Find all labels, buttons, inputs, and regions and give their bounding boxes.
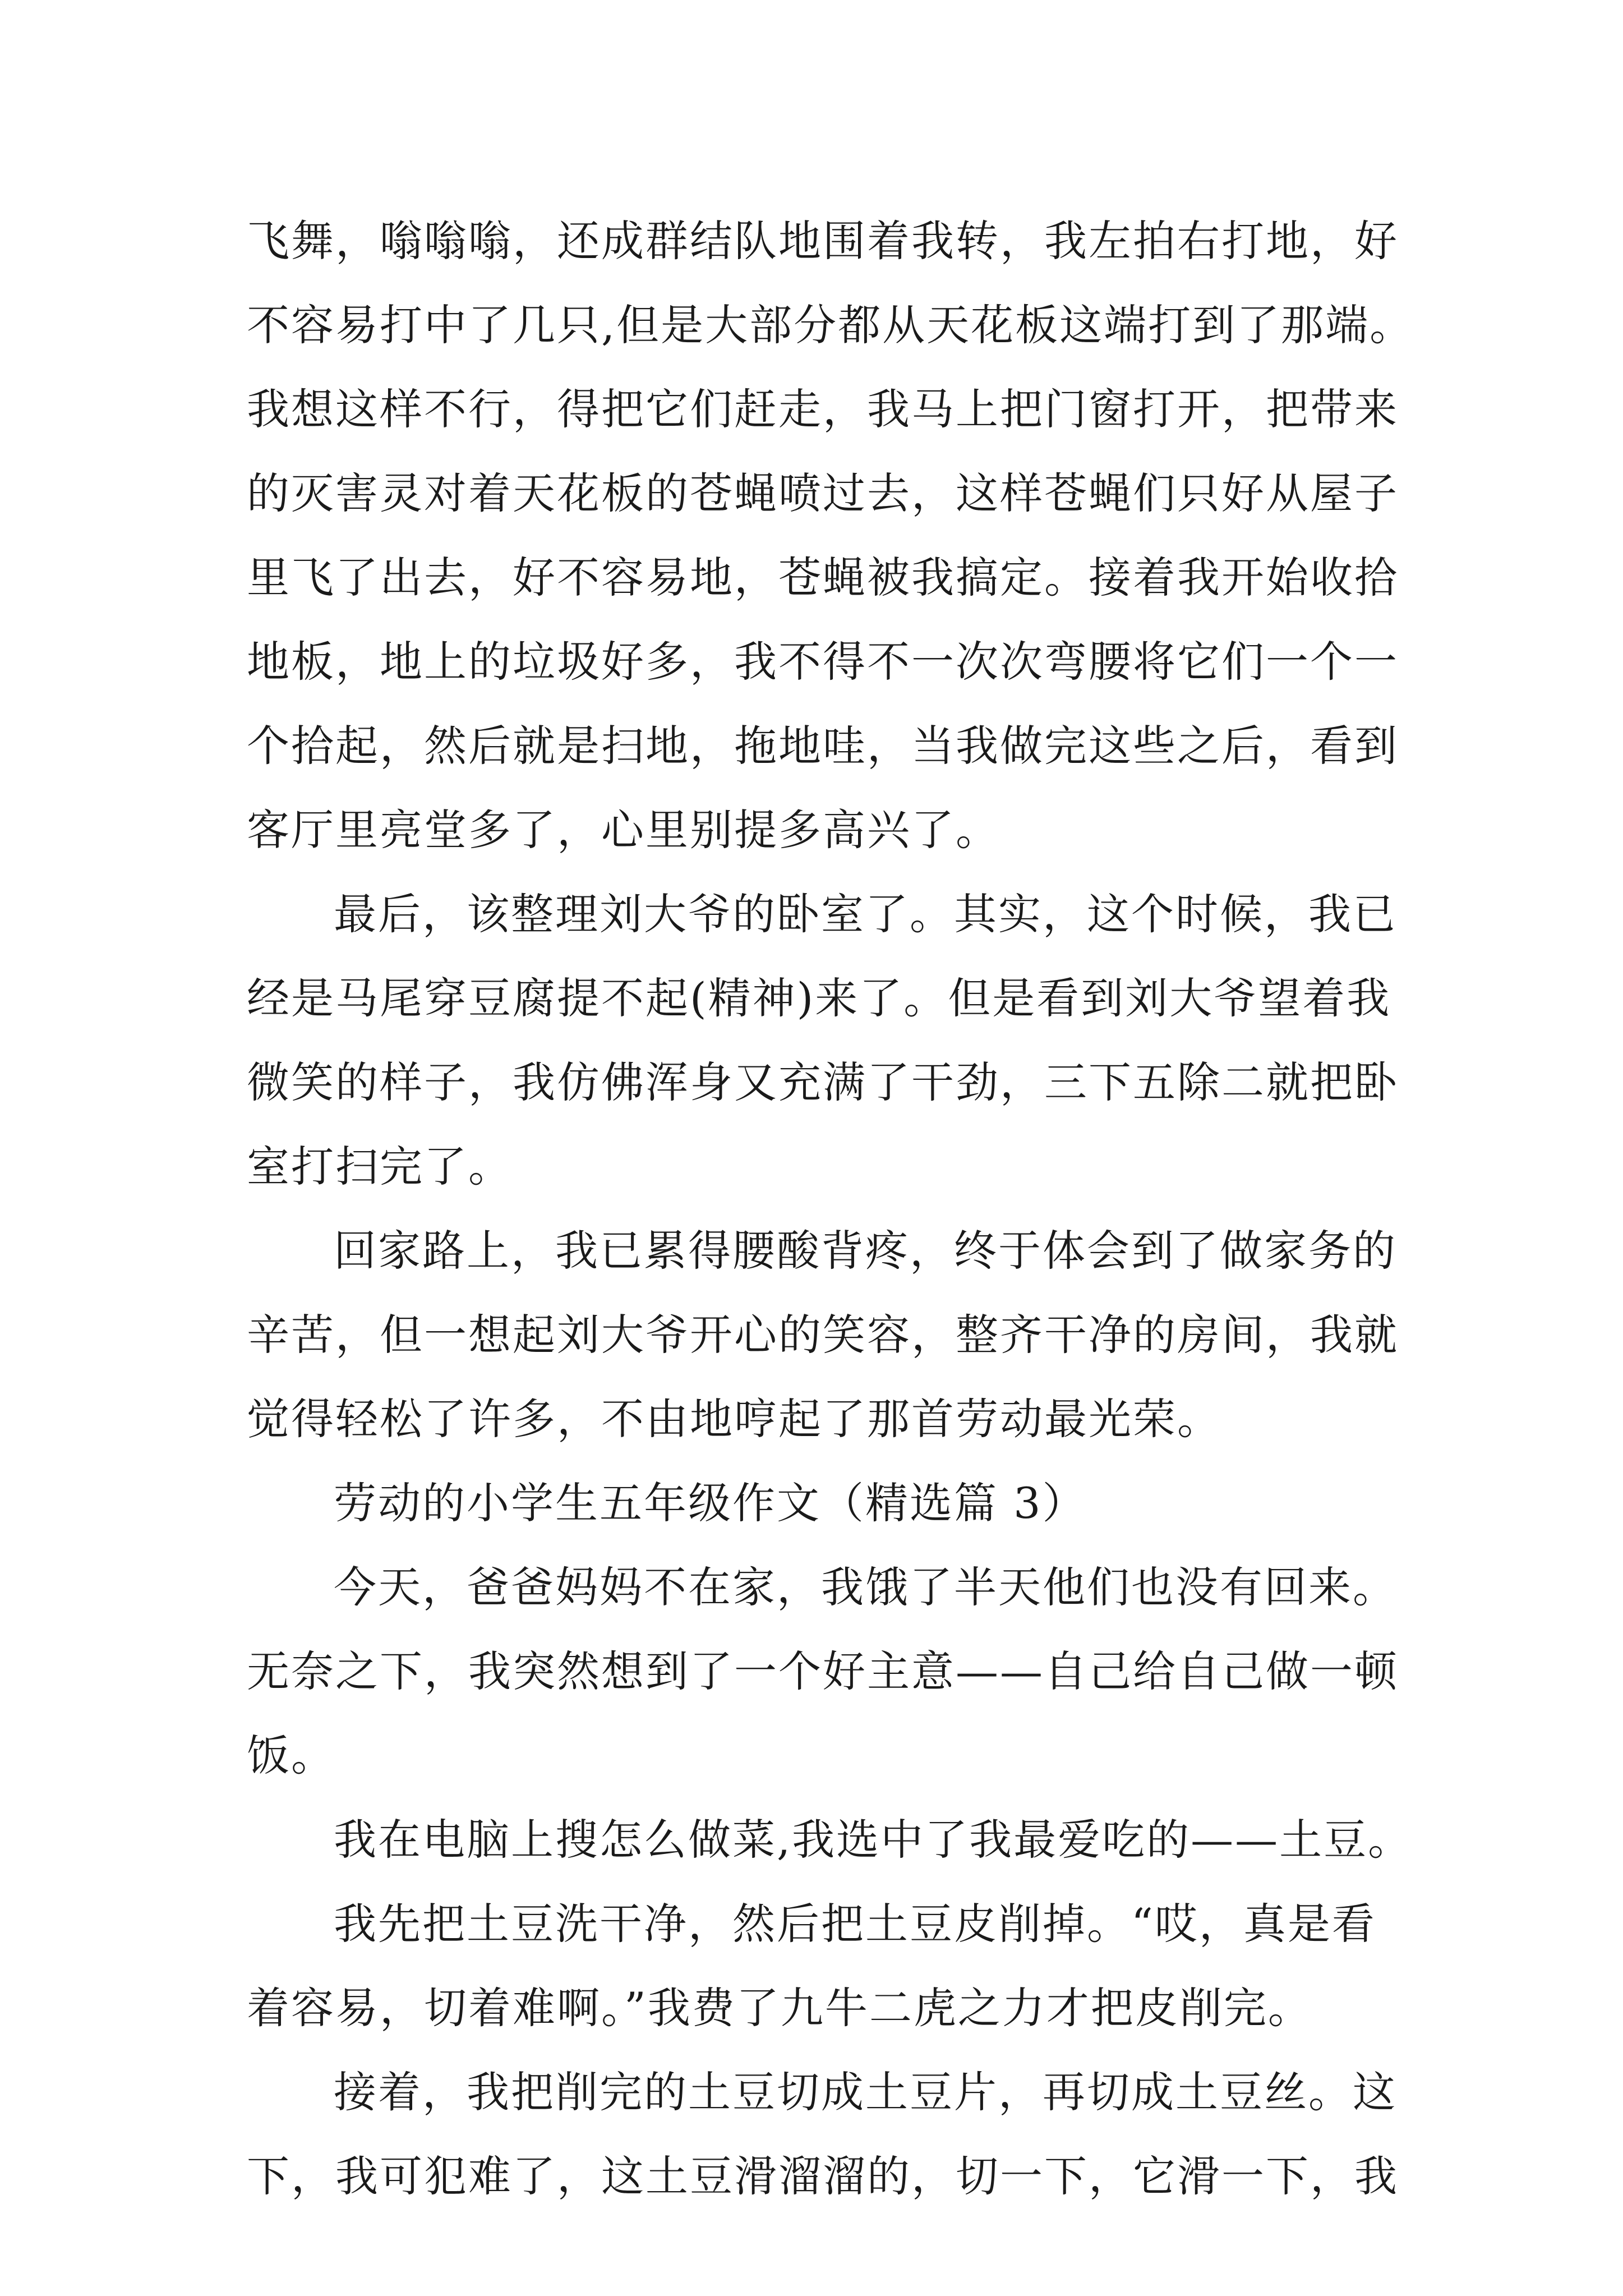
text-line: 个拾起，然后就是扫地，拖地哇，当我做完这些之后，看到 bbox=[247, 721, 1399, 771]
text-line: 无奈之下，我突然想到了一个好主意——自己给自己做一顿 bbox=[247, 1646, 1399, 1696]
text-line: 回家路上，我已累得腰酸背疼，终于体会到了做家务的 bbox=[334, 1226, 1397, 1276]
text-line: 地板，地上的垃圾好多，我不得不一次次弯腰将它们一个一 bbox=[247, 637, 1399, 687]
text-line: 饭。 bbox=[247, 1731, 335, 1780]
text-line: 我先把土豆洗干净，然后把土豆皮削掉。“哎，真是看 bbox=[334, 1899, 1376, 1949]
text-line: 最后，该整理刘大爷的卧室了。其实，这个时候，我已 bbox=[334, 889, 1397, 939]
text-line: 我在电脑上搜怎么做菜,我选中了我最爱吃的——土豆。 bbox=[334, 1815, 1413, 1865]
text-line: 飞舞，嗡嗡嗡，还成群结队地围着我转，我左拍右打地，好 bbox=[247, 216, 1399, 266]
text-line: 着容易，切着难啊。”我费了九牛二虎之力才把皮削完。 bbox=[247, 1983, 1312, 2033]
text-line: 的灭害灵对着天花板的苍蝇喷过去，这样苍蝇们只好从屋子 bbox=[247, 468, 1399, 518]
text-line: 觉得轻松了许多，不由地哼起了那首劳动最光荣。 bbox=[247, 1394, 1221, 1444]
text-line: 微笑的样子，我仿佛浑身又充满了干劲，三下五除二就把卧 bbox=[247, 1057, 1399, 1107]
text-line: 里飞了出去，好不容易地，苍蝇被我搞定。接着我开始收拾 bbox=[247, 553, 1399, 602]
text-line: 下，我可犯难了，这土豆滑溜溜的，切一下，它滑一下，我 bbox=[247, 2151, 1399, 2201]
text-line: 客厅里亮堂多了，心里别提多高兴了。 bbox=[247, 805, 1000, 855]
text-line: 室打扫完了。 bbox=[247, 1142, 513, 1191]
text-line: 辛苦，但一想起刘大爷开心的笑容，整齐干净的房间，我就 bbox=[247, 1310, 1399, 1360]
text-line: 我想这样不行，得把它们赶走，我马上把门窗打开，把带来 bbox=[247, 384, 1399, 434]
text-line: 今天，爸爸妈妈不在家，我饿了半天他们也没有回来。 bbox=[334, 1562, 1397, 1612]
text-line: 接着，我把削完的土豆切成土豆片，再切成土豆丝。这 bbox=[334, 2067, 1397, 2117]
text-line: 经是马尾穿豆腐提不起(精神)来了。但是看到刘大爷望着我 bbox=[247, 973, 1391, 1023]
text-line: 不容易打中了几只,但是大部分都从天花板这端打到了那端。 bbox=[247, 300, 1414, 350]
section-heading: 劳动的小学生五年级作文（精选篇 3） bbox=[334, 1478, 1087, 1528]
